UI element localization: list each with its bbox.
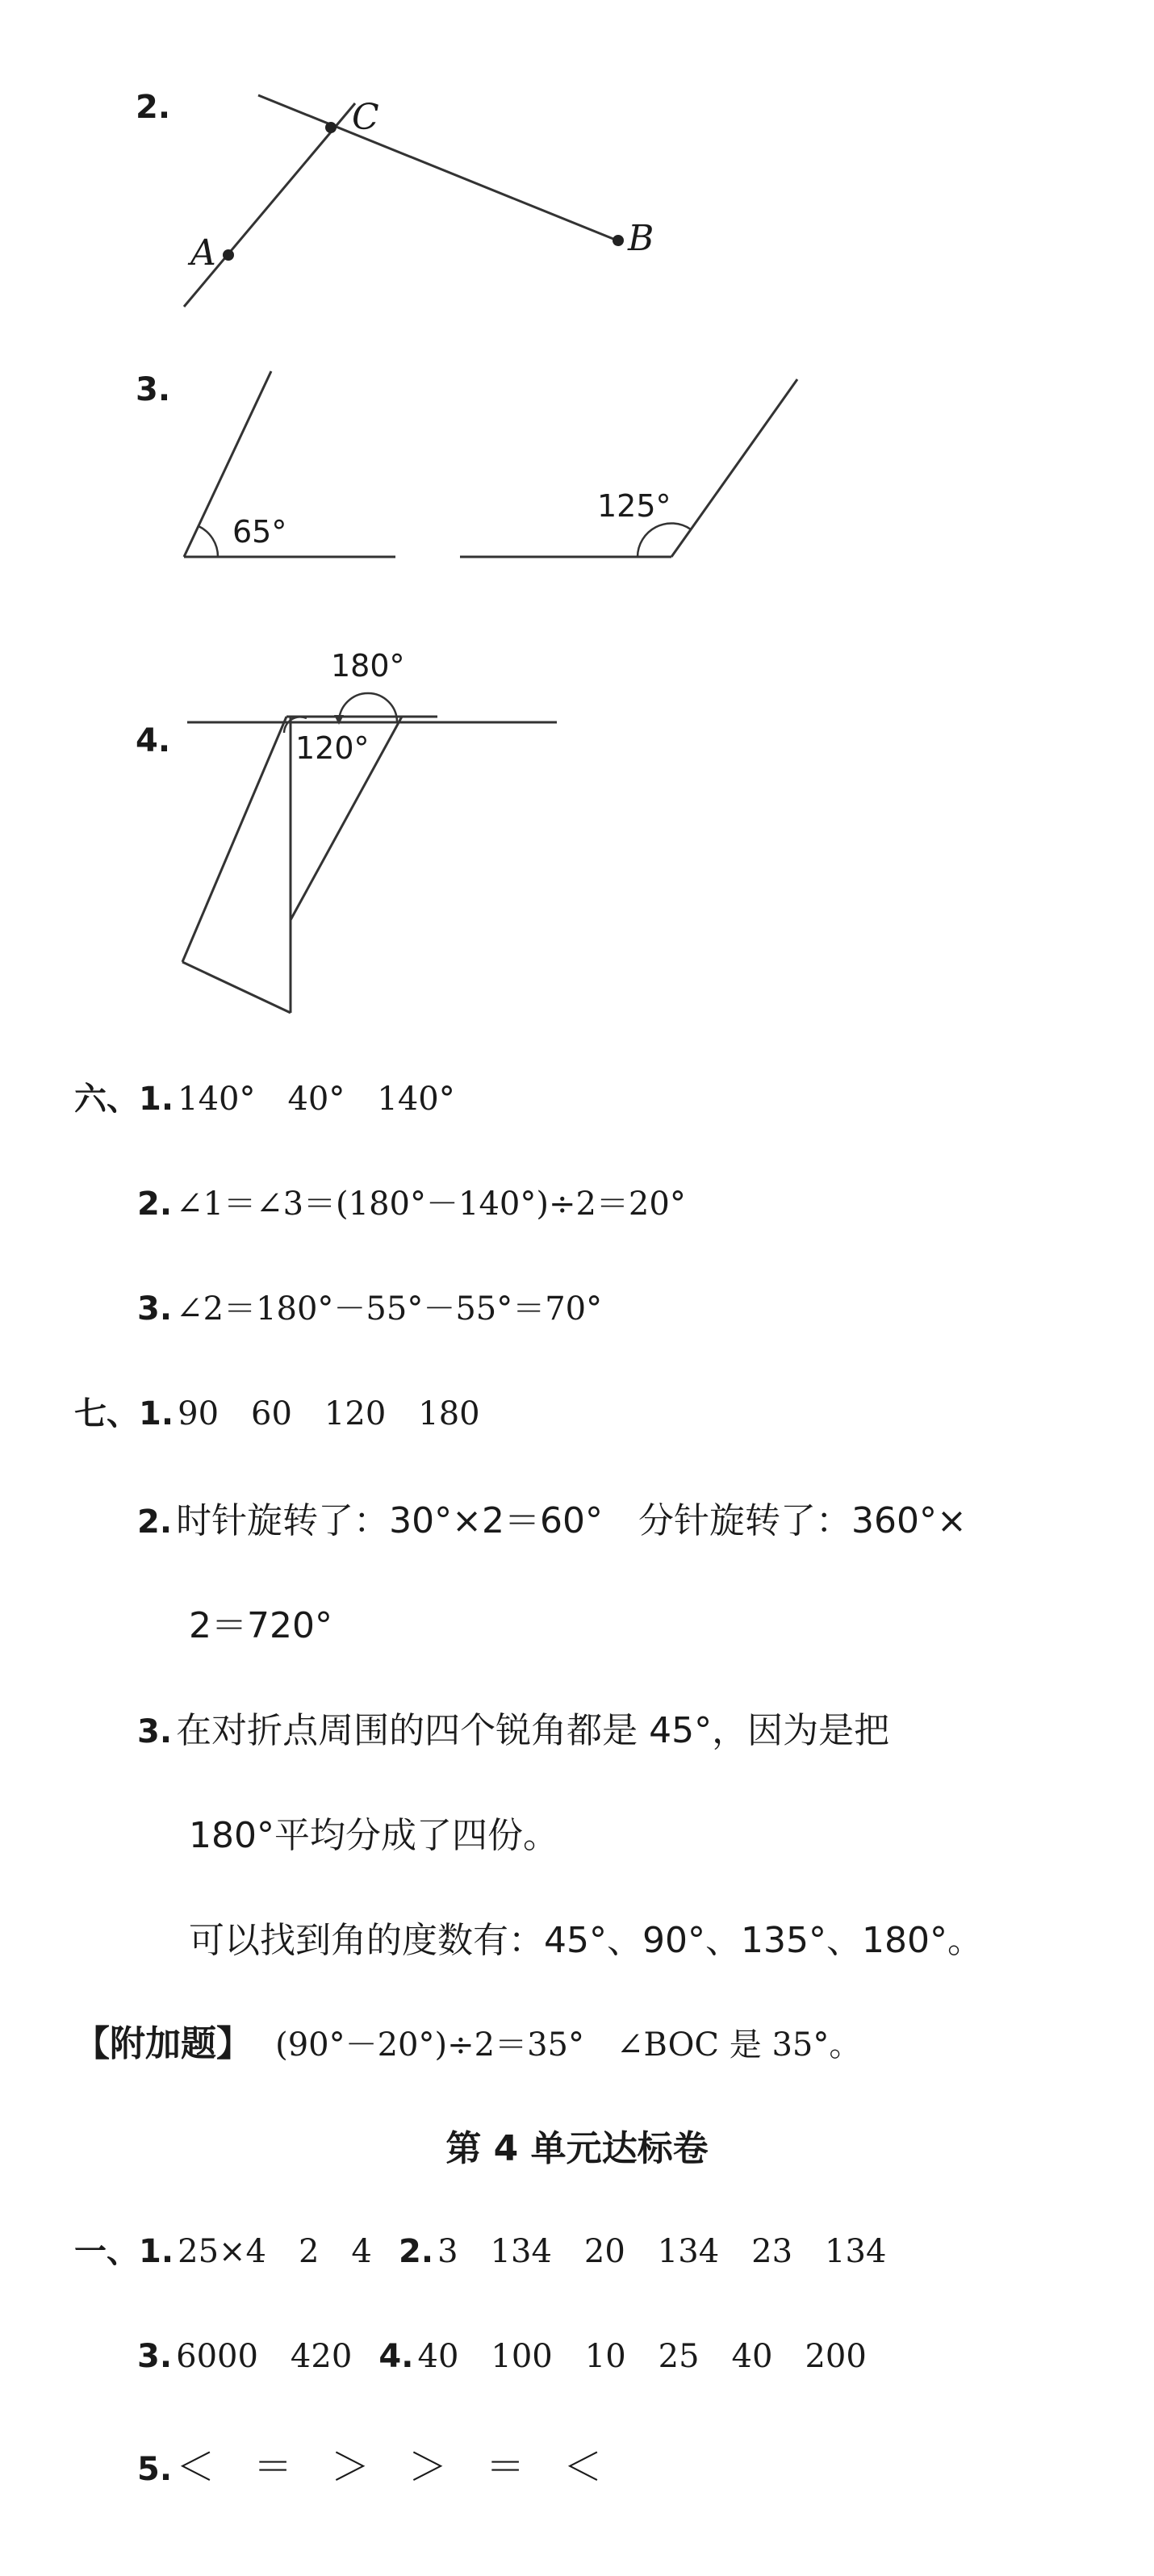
- q4-figure: [161, 702, 468, 1025]
- q2-figure: [161, 81, 678, 323]
- section6-item3-number: 3.: [137, 1290, 173, 1328]
- point-b-label: B: [628, 218, 654, 259]
- section7-item1: 90 60 120 180: [178, 1395, 480, 1432]
- point-c-label: C: [352, 97, 379, 138]
- unit4-row1-a: 25×4 2 4: [178, 2233, 372, 2270]
- unit4-row1-b: 3 134 20 134 23 134: [437, 2233, 887, 2270]
- section6-item1: 140° 40° 140°: [178, 1081, 455, 1118]
- section6-row3: [137, 1283, 602, 1329]
- unit4-row3-symbols: ＜ ＝ ＞ ＞ ＝ ＜: [176, 2444, 603, 2490]
- section6-row2: [137, 1178, 686, 1224]
- unit4-row3-number: 5.: [137, 2451, 173, 2488]
- section7-item3-line3: 可以找到角的度数有：45°、90°、135°、180°。: [189, 1920, 983, 1961]
- section6-item2: ∠1＝∠3＝(180°－140°)÷2＝20°: [176, 1186, 686, 1223]
- angle-180-label: 180°: [331, 648, 405, 684]
- unit4-row2-a-number: 3.: [137, 2338, 173, 2375]
- bonus-label: 【附加题】: [74, 2023, 252, 2064]
- section6-label: 六、1.: [74, 1081, 174, 1118]
- unit4-title: 第 4 单元达标卷: [445, 2128, 709, 2169]
- section7-row3: [137, 1701, 889, 1753]
- section7-row1: [74, 1388, 480, 1434]
- q3-figure: [161, 355, 823, 751]
- unit4-row2-b-number: 4.: [378, 2338, 414, 2375]
- unit4-row2: [137, 2331, 867, 2377]
- section7-row2: [137, 1491, 967, 1543]
- q4-number: 4.: [136, 722, 171, 759]
- section7-item3-number: 3.: [137, 1713, 173, 1750]
- section7-item3-line2: 180°平均分成了四份。: [189, 1815, 558, 1856]
- unit4-row2-a: 6000 420: [176, 2338, 353, 2375]
- bonus-row: [74, 2014, 861, 2066]
- angle-120-label: 120°: [295, 730, 370, 766]
- section6-item3: ∠2＝180°－55°－55°＝70°: [176, 1290, 603, 1328]
- section7-item2-line1: 时针旋转了：30°×2＝60° 分针旋转了：360°×: [176, 1500, 967, 1541]
- unit4-row1: [74, 2226, 886, 2272]
- angle-125-label: 125°: [597, 488, 671, 524]
- unit4-row3: [137, 2436, 602, 2491]
- q3-number: 3.: [136, 371, 171, 408]
- section7-item2-line2: 2＝720°: [189, 1605, 332, 1646]
- section6-item2-number: 2.: [137, 1186, 173, 1223]
- unit4-row1-label: 一、1.: [74, 2233, 174, 2270]
- section7-label: 七、1.: [74, 1395, 174, 1432]
- bonus-text: (90°－20°)÷2＝35° ∠BOC 是 35°。: [275, 2026, 862, 2064]
- unit4-row1-b-number: 2.: [398, 2233, 434, 2270]
- section7-item3-line1: 在对折点周围的四个锐角都是 45°，因为是把: [176, 1710, 890, 1751]
- section6-row1: [74, 1073, 455, 1119]
- unit4-row2-b: 40 100 10 25 40 200: [417, 2338, 867, 2375]
- point-a-label: A: [190, 232, 216, 274]
- angle-65-label: 65°: [232, 514, 287, 550]
- section7-item2-number: 2.: [137, 1503, 173, 1541]
- q2-number: 2.: [136, 89, 171, 126]
